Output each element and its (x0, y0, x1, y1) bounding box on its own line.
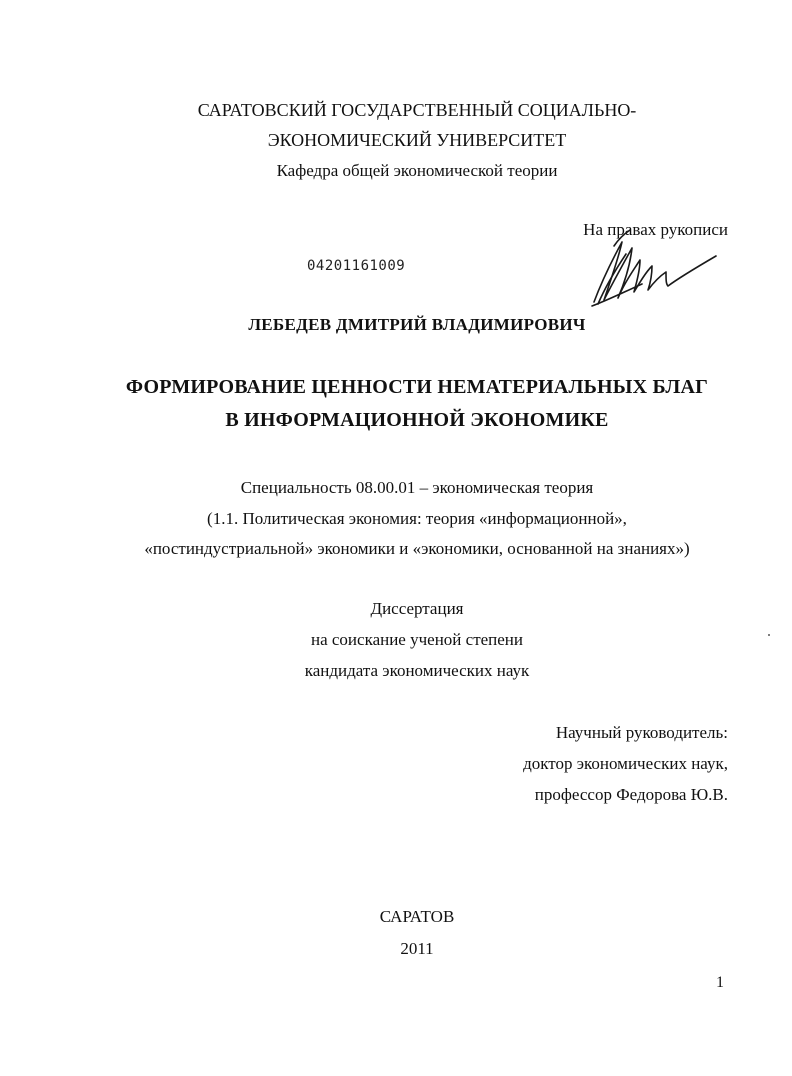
university-name-line1: САРАТОВСКИЙ ГОСУДАРСТВЕННЫЙ СОЦИАЛЬНО- (197, 100, 637, 120)
degree-purpose: на соискание ученой степени (310, 630, 524, 649)
signature-icon (588, 226, 720, 308)
city: САРАТОВ (379, 907, 455, 926)
dissertation-label: Диссертация (370, 599, 464, 618)
dissertation-title-line1: ФОРМИРОВАНИЕ ЦЕННОСТИ НЕМАТЕРИАЛЬНЫХ БЛАГ (125, 376, 709, 398)
scan-speck (768, 634, 770, 636)
degree-name: кандидата экономических наук (304, 661, 530, 680)
department-name: Кафедра общей экономической теории (276, 161, 558, 180)
author-name: ЛЕБЕДЕВ ДМИТРИЙ ВЛАДИМИРОВИЧ (248, 315, 586, 334)
specialty-line1: Специальность 08.00.01 – экономическая теория (240, 478, 594, 497)
registration-code: 04201161009 (307, 258, 406, 274)
dissertation-title-line2: В ИНФОРМАЦИОННОЙ ЭКОНОМИКЕ (225, 409, 609, 431)
university-name-line2: ЭКОНОМИЧЕСКИЙ УНИВЕРСИТЕТ (267, 130, 567, 150)
supervisor-degree: доктор экономических наук, (523, 754, 728, 773)
specialty-line2: (1.1. Политическая экономия: теория «информационной», (207, 509, 627, 528)
rights-note: На правах рукописи (583, 220, 728, 239)
supervisor-label: Научный руководитель: (555, 723, 728, 742)
year: 2011 (400, 939, 434, 958)
specialty-line3: «постиндустриальной» экономики и «экономики, основанной на знаниях») (144, 539, 690, 558)
supervisor-name: профессор Федорова Ю.В. (534, 785, 728, 804)
page-number: 1 (716, 974, 724, 991)
